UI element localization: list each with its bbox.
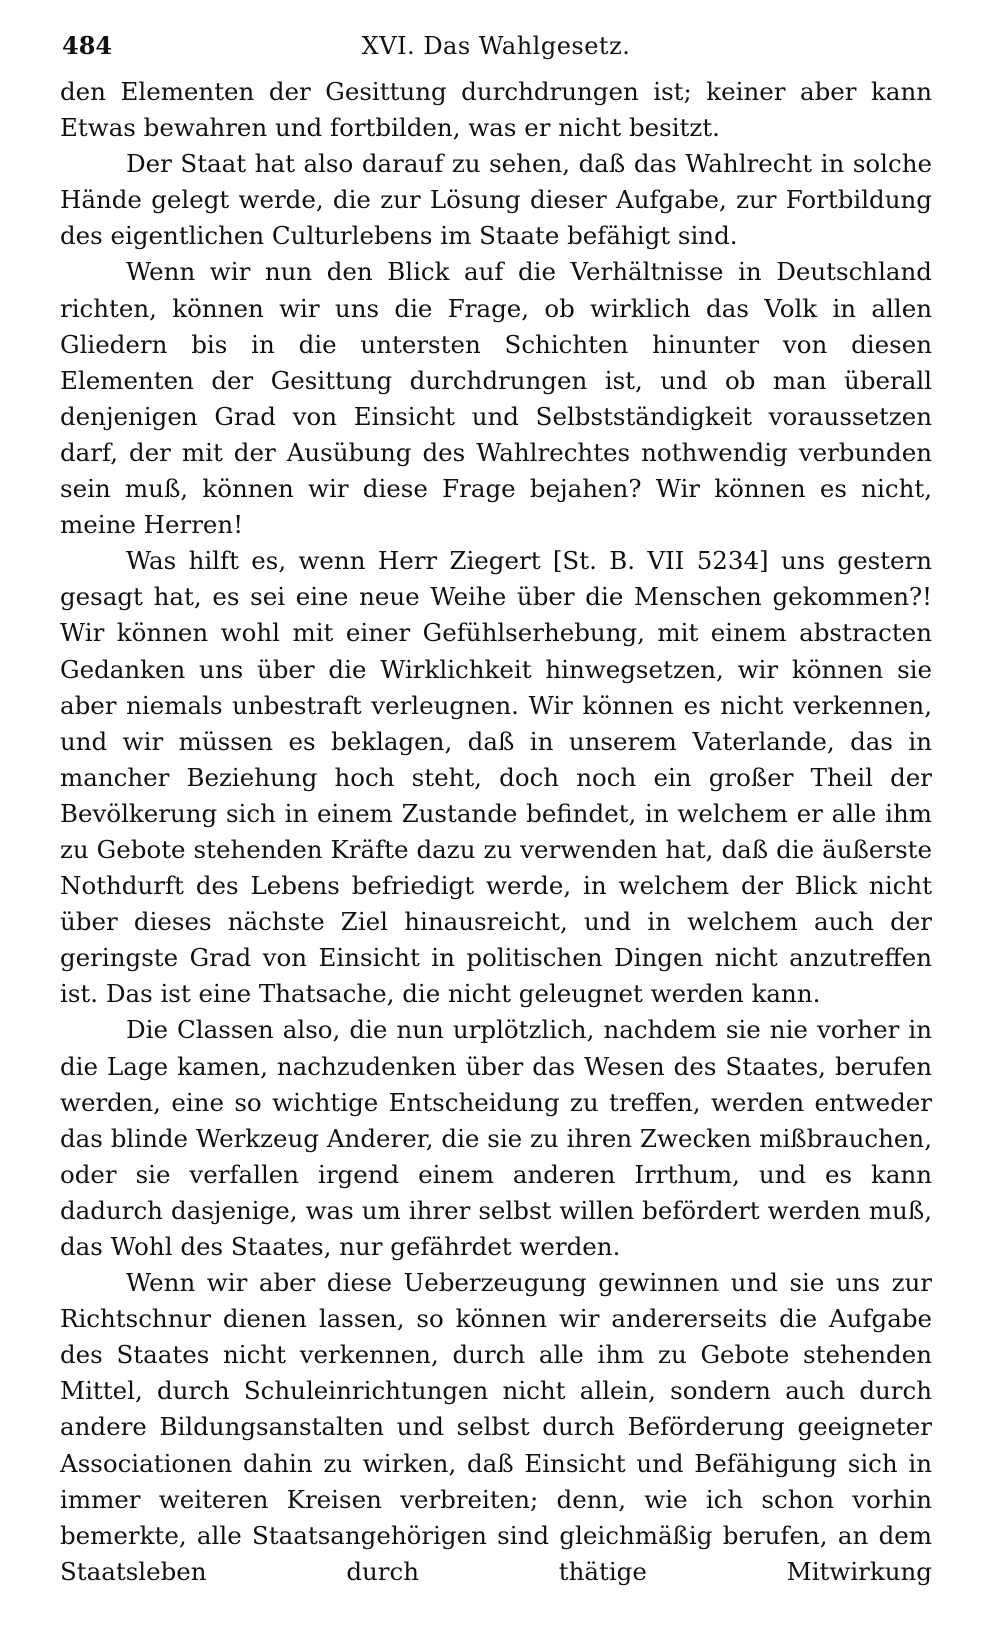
paragraph: Wenn wir nun den Blick auf die Verhältnisse in Deutschland richten, können wir uns die Frage, ob wirklich das Volk in allen Gliedern bis in die untersten Schichten hinunter von diesen Elementen der Gesittung durchdrungen ist, und ob man überall denjenigen Grad von Einsicht und Selbstständigkeit voraussetzen darf, der mit der Ausübung des Wahlrechtes nothwendig verbunden sein muß, können wir diese Frage bejahen? Wir können es nicht, meine Herren! xyxy=(60,257,932,540)
paragraph-continuation: den Elementen der Gesittung durchdrungen ist; keiner aber kann Etwas bewahren und fortbilden, was er nicht besitzt. xyxy=(60,77,932,143)
page-number: 484 xyxy=(62,31,113,60)
page-header xyxy=(60,24,932,68)
book-page xyxy=(60,24,932,1590)
body-text xyxy=(60,74,932,1590)
paragraph: Der Staat hat also darauf zu sehen, daß das Wahlrecht in solche Hände gelegt werde, die zur Lösung dieser Aufgabe, zur Fortbildung des eigentlichen Culturlebens im Staate befähigt sind. xyxy=(60,149,932,251)
paragraph: Die Classen also, die nun urplötzlich, nachdem sie nie vorher in die Lage kamen, nachzudenken über das Wesen des Staates, berufen werden, eine so wichtige Entscheidung zu treffen, werden entweder das blinde Werkzeug Anderer, die sie zu ihren Zwecken mißbrauchen, oder sie verfallen irgend einem anderen Irrthum, und es kann dadurch dasjenige, was um ihrer selbst willen befördert werden muß, das Wohl des Staates, nur gefährdet werden. xyxy=(60,1015,932,1261)
paragraph: Wenn wir aber diese Ueberzeugung gewinnen und sie uns zur Richtschnur dienen lassen, so können wir andererseits die Aufgabe des Staates nicht verkennen, durch alle ihm zu Gebote stehenden Mittel, durch Schuleinrichtungen nicht allein, sondern auch durch andere Bildungsanstalten und selbst durch Beförderung geeigneter Associationen dahin zu wirken, daß Einsicht und Befähigung sich in immer weiteren Kreisen verbreiten; denn, wie ich schon vorhin bemerkte, alle Staatsangehörigen sind gleichmäßig berufen, an dem Staatsleben durch thätige Mitwirkung xyxy=(60,1268,932,1586)
paragraph: Was hilft es, wenn Herr Ziegert [St. B. VII 5234] uns gestern gesagt hat, es sei eine neue Weihe über die Menschen gekommen?! Wir können wohl mit einer Gefühlserhebung, mit einem abstracten Gedanken uns über die Wirklichkeit hinwegsetzen, wir können sie aber niemals unbestraft verleugnen. Wir können es nicht verkennen, und wir müssen es beklagen, daß in unserem Vaterlande, das in mancher Beziehung hoch steht, doch noch ein großer Theil der Bevölkerung sich in einem Zustande befindet, in welchem er alle ihm zu Gebote stehenden Kräfte dazu zu verwenden hat, daß die äußerste Nothdurft des Lebens befriedigt werde, in welchem der Blick nicht über dieses nächste Ziel hinausreicht, und in welchem auch der geringste Grad von Einsicht in politischen Dingen nicht anzutreffen ist. Das ist eine Thatsache, die nicht geleugnet werden kann. xyxy=(60,546,932,1009)
running-head: XVI. Das Wahlgesetz. xyxy=(361,32,631,60)
